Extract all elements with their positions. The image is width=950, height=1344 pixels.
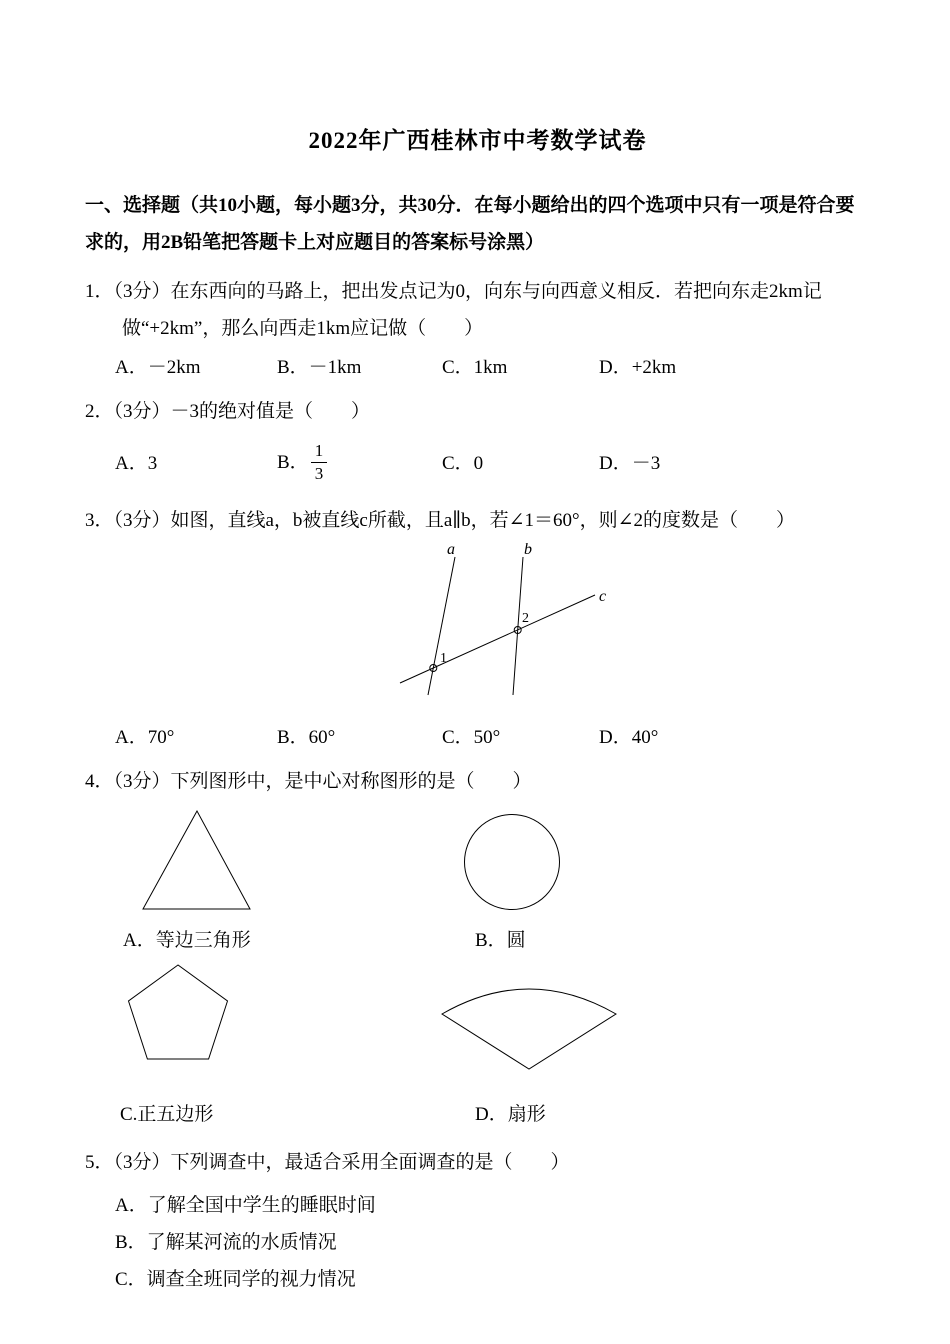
q2-option-b: [277, 442, 442, 486]
pentagon-outline: [129, 965, 228, 1059]
q3-option-c: C．50°: [442, 727, 501, 748]
line-b-label: b: [524, 543, 532, 558]
angle-2-label: 2: [522, 611, 529, 626]
q3-option-a: A．70°: [115, 727, 175, 748]
sector-outline: [442, 989, 616, 1069]
q4-shapes-row-1: [85, 808, 870, 914]
question-4-text: 4．（3分）下列图形中，是中心对称图形的是（ ）: [85, 771, 532, 792]
q5-option-b: B．了解某河流的水质情况: [115, 1232, 337, 1253]
q4-label-a: A．等边三角形: [123, 930, 251, 951]
question-5: [85, 1144, 870, 1298]
pentagon-shape: [123, 962, 233, 1063]
question-5-text: 5．（3分）下列调查中，最适合采用全面调查的是（ ）: [85, 1152, 570, 1173]
q3-option-d: D．40°: [599, 727, 659, 748]
q5-option-c: C．调查全班同学的视力情况: [115, 1269, 356, 1290]
q4-labels-row-2: [85, 1102, 870, 1128]
angle-1-label: 1: [440, 651, 447, 666]
fraction-denominator: 3: [314, 463, 324, 483]
question-3-options: [115, 725, 870, 751]
parallel-lines-svg: [340, 543, 640, 703]
line-a-label: a: [447, 543, 455, 558]
line-a: [428, 557, 455, 695]
sector-shape: [440, 982, 618, 1072]
question-1-options: [115, 355, 870, 381]
q5-option-a: A．了解全国中学生的睡眠时间: [115, 1195, 376, 1216]
page-title: 2022年广西桂林市中考数学试卷: [308, 128, 647, 153]
circle-shape: [462, 812, 562, 912]
question-3: [85, 502, 870, 751]
question-5-options: [115, 1187, 870, 1298]
triangle-outline: [143, 811, 250, 909]
q3-option-b: B．60°: [277, 727, 336, 748]
q1-option-a: A．－2km: [115, 357, 201, 378]
q1-option-c: C．1km: [442, 357, 508, 378]
question-2-options: [115, 438, 870, 490]
question-2: [85, 393, 870, 490]
q4-shapes-row-2: [85, 962, 870, 1074]
line-c-transversal: [400, 595, 595, 683]
q2-option-b-prefix: B．: [277, 452, 309, 474]
circle-outline: [465, 815, 560, 910]
equilateral-triangle-shape: [140, 808, 252, 913]
fraction-numerator: 1: [311, 440, 328, 462]
q1-option-b: B．－1km: [277, 357, 362, 378]
section-1-header: 一、选择题（共10小题，每小题3分，共30分．在每小题给出的四个选项中只有一项是符合要求的，用2B铅笔把答题卡上对应题目的答案标号涂黑）: [85, 195, 855, 253]
question-1-text: 1．（3分）在东西向的马路上，把出发点记为0，向东与向西意义相反．若把向东走2km记做“+2km”，那么向西走1km应记做（ ）: [85, 281, 822, 339]
question-4: [85, 763, 870, 1128]
question-3-text: 3．（3分）如图，直线a，b被直线c所截，且a∥b，若∠1＝60°，则∠2的度数是（ ）: [85, 510, 796, 531]
q4-label-c: C.正五边形: [120, 1104, 214, 1125]
fraction-one-third: [311, 440, 328, 484]
question-1: [85, 273, 870, 381]
q2-option-a: A．3: [115, 453, 158, 474]
line-c-label: c: [599, 588, 607, 605]
line-b: [513, 557, 523, 695]
q2-option-c: C．0: [442, 453, 484, 474]
q4-label-d: D．扇形: [475, 1104, 546, 1125]
q4-labels-row-1: [85, 928, 870, 954]
q1-option-d: D．+2km: [599, 357, 677, 378]
question-2-text: 2．（3分）－3的绝对值是（ ）: [85, 401, 371, 422]
q4-label-b: B．圆: [475, 930, 526, 951]
q2-option-d: D．－3: [599, 453, 661, 474]
parallel-lines-figure: [340, 543, 640, 709]
